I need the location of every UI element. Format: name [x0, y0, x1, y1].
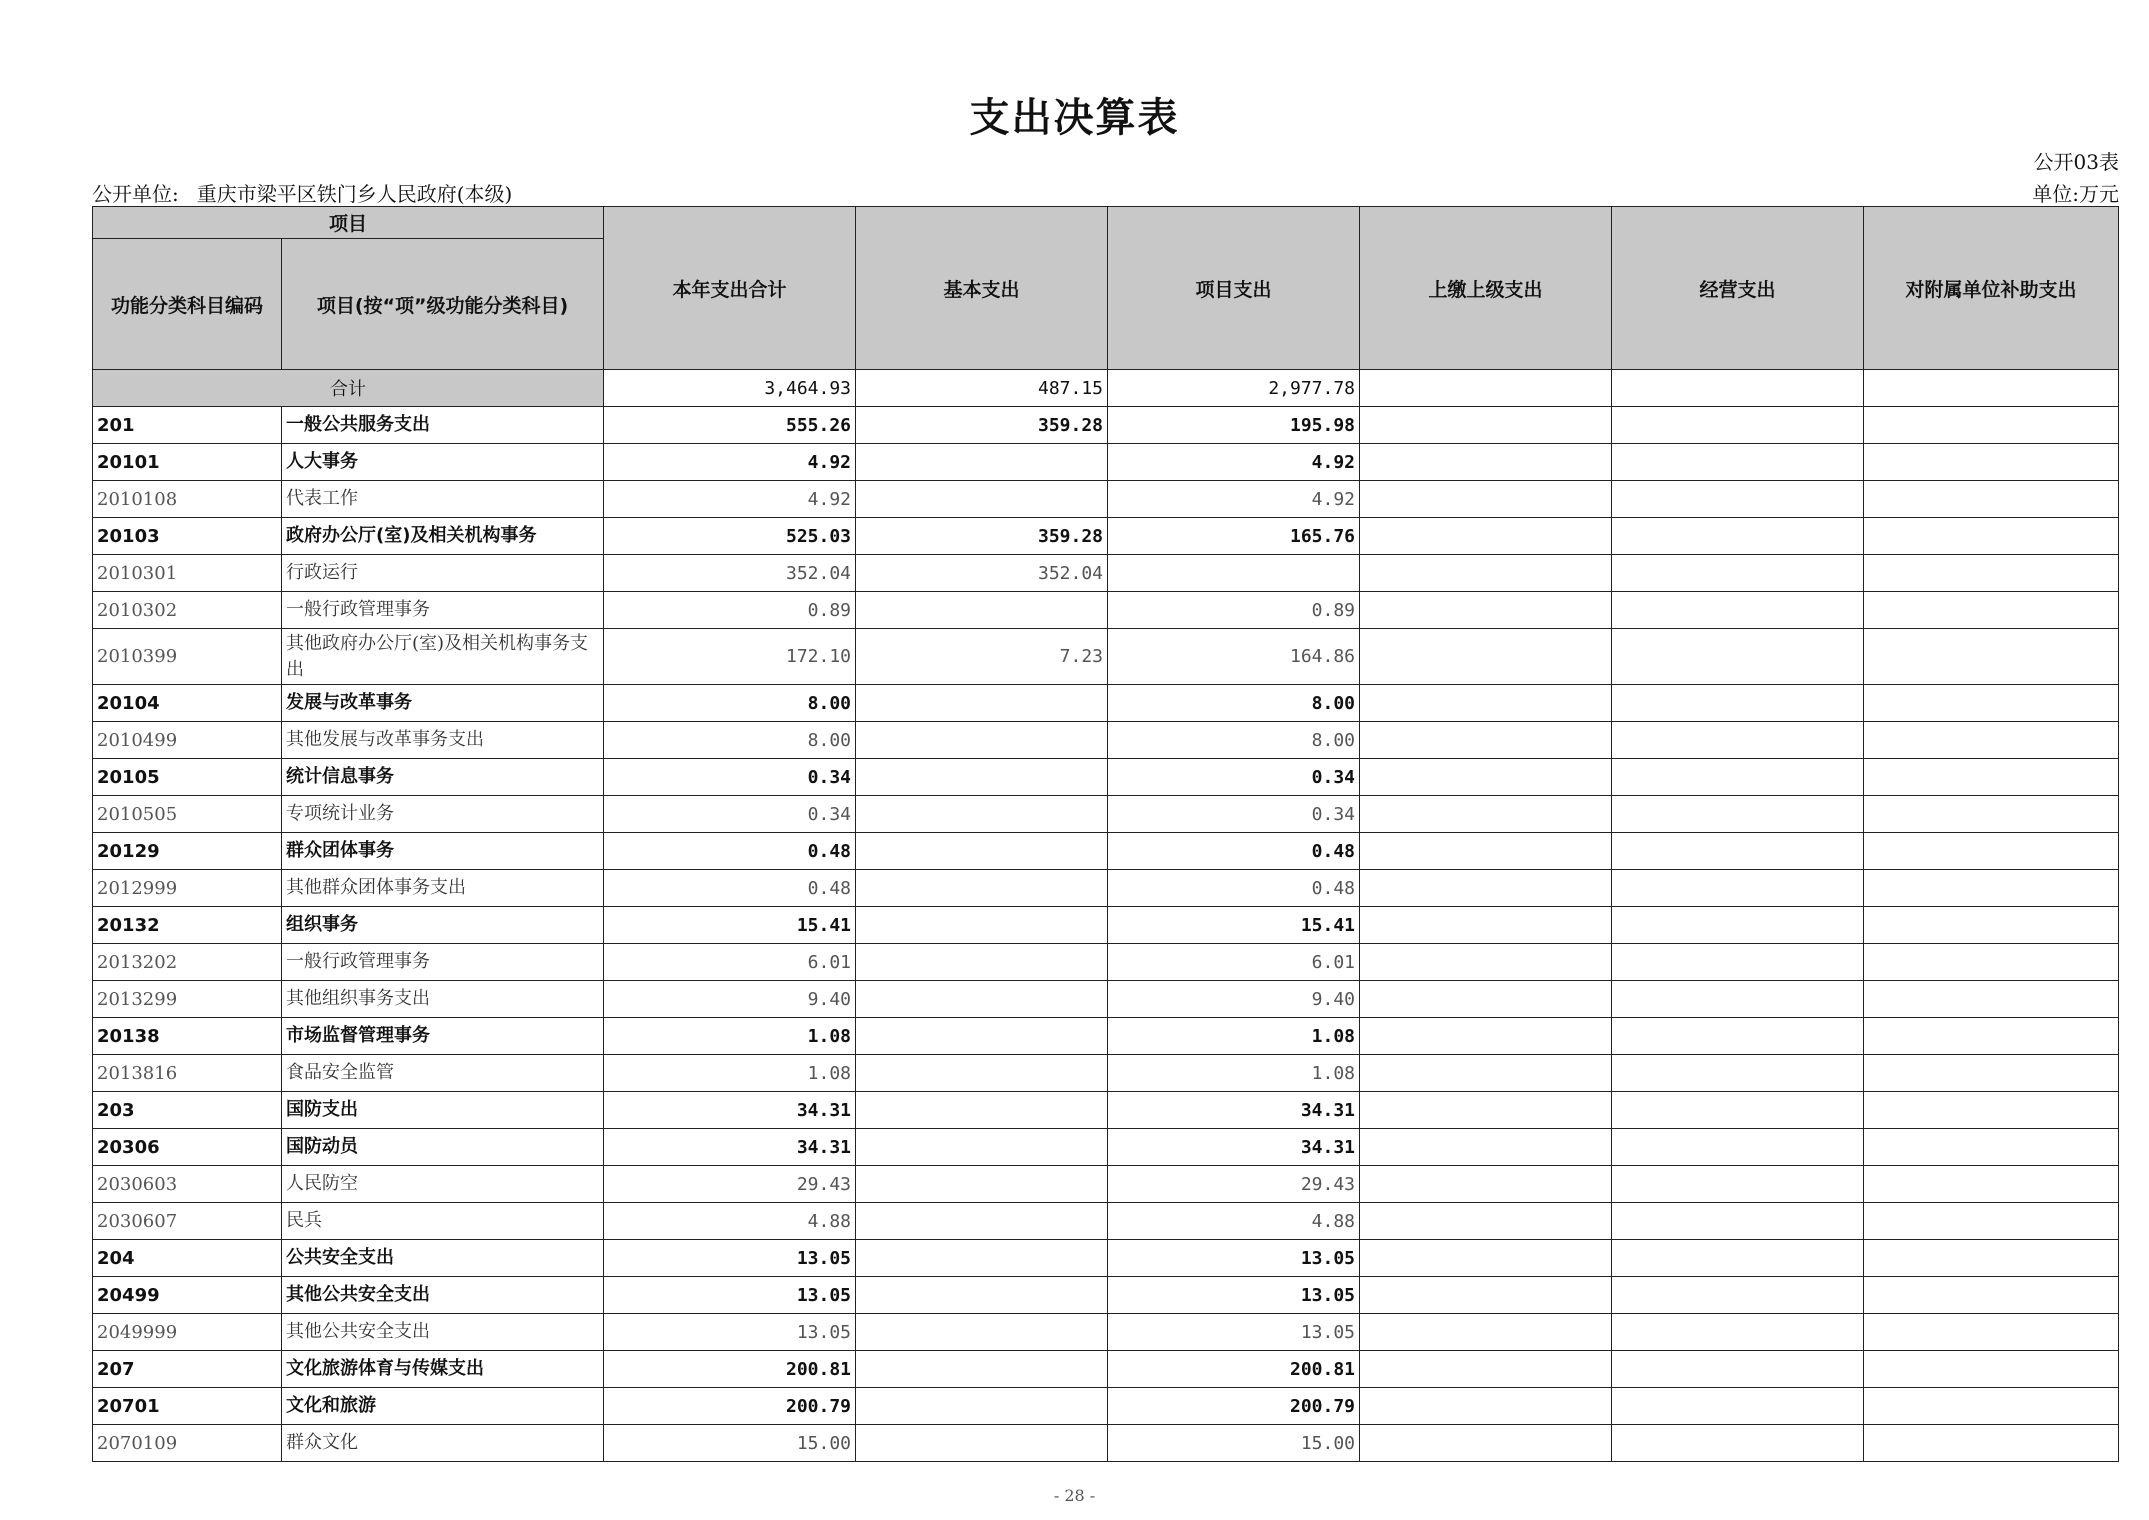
- page-number: - 28 -: [1053, 1486, 1096, 1505]
- table-row: [93, 1314, 2119, 1351]
- cell-project: 0.89: [1108, 592, 1360, 629]
- cell-code: 2030607: [93, 1203, 282, 1240]
- table-row: [93, 981, 2119, 1018]
- cell-project: 13.05: [1108, 1314, 1360, 1351]
- cell-basic: [856, 1129, 1108, 1166]
- header-subsidy: 对附属单位补助支出: [1864, 207, 2119, 370]
- cell-name: 统计信息事务: [282, 759, 604, 796]
- table-row: [93, 1018, 2119, 1055]
- cell-name: 组织事务: [282, 907, 604, 944]
- cell-basic: [856, 1240, 1108, 1277]
- cell-code: 2010499: [93, 722, 282, 759]
- page-title: 支出决算表: [969, 95, 1180, 141]
- cell-project: 1.08: [1108, 1018, 1360, 1055]
- cell-total: 352.04: [604, 555, 856, 592]
- cell-total: 13.05: [604, 1277, 856, 1314]
- table-row: [93, 1425, 2119, 1462]
- cell-total: 8.00: [604, 685, 856, 722]
- cell-subsidy: [1864, 407, 2119, 444]
- cell-name: 群众团体事务: [282, 833, 604, 870]
- cell-code: 2010302: [93, 592, 282, 629]
- cell-subsidy: [1864, 796, 2119, 833]
- cell-remit: [1360, 1425, 1612, 1462]
- cell-basic: [856, 592, 1108, 629]
- cell-remit: [1360, 444, 1612, 481]
- cell-project: 4.88: [1108, 1203, 1360, 1240]
- cell-basic: [856, 1018, 1108, 1055]
- cell-project: 200.79: [1108, 1388, 1360, 1425]
- cell-business: [1612, 722, 1864, 759]
- table-row: [93, 592, 2119, 629]
- cell-total: 555.26: [604, 407, 856, 444]
- publishing-unit: [92, 178, 530, 207]
- cell-basic: [856, 1351, 1108, 1388]
- cell-project: [1108, 555, 1360, 592]
- cell-code: 2049999: [93, 1314, 282, 1351]
- table-row: [93, 870, 2119, 907]
- cell-business: [1612, 1018, 1864, 1055]
- cell-total: 9.40: [604, 981, 856, 1018]
- cell-basic: [856, 1092, 1108, 1129]
- cell-total: 0.48: [604, 833, 856, 870]
- cell-business: [1612, 629, 1864, 685]
- cell-remit: [1360, 1351, 1612, 1388]
- cell-total: 4.92: [604, 481, 856, 518]
- publishing-unit-label: 公开单位:: [92, 182, 179, 206]
- cell-basic: [856, 722, 1108, 759]
- table-row: [93, 1129, 2119, 1166]
- cell-remit: [1360, 1388, 1612, 1425]
- cell-remit: [1360, 592, 1612, 629]
- cell-name: 其他公共安全支出: [282, 1277, 604, 1314]
- cell-business: [1612, 444, 1864, 481]
- cell-business: [1612, 592, 1864, 629]
- table-row: [93, 1388, 2119, 1425]
- cell-subsidy: [1864, 1092, 2119, 1129]
- total-row: [93, 370, 2119, 407]
- cell-total: 1.08: [604, 1018, 856, 1055]
- cell-basic: [856, 1314, 1108, 1351]
- cell-basic: [856, 944, 1108, 981]
- cell-remit: [1360, 796, 1612, 833]
- cell-code: 20306: [93, 1129, 282, 1166]
- cell-code: 20138: [93, 1018, 282, 1055]
- table-row: [93, 759, 2119, 796]
- cell-code: 20132: [93, 907, 282, 944]
- cell-business: [1612, 1166, 1864, 1203]
- cell-business: [1612, 944, 1864, 981]
- cell-business: [1612, 1092, 1864, 1129]
- cell-subsidy: [1864, 685, 2119, 722]
- cell-subsidy: [1864, 1240, 2119, 1277]
- cell-code: 20129: [93, 833, 282, 870]
- cell-name: 群众文化: [282, 1425, 604, 1462]
- cell-project: 15.41: [1108, 907, 1360, 944]
- cell-name: 其他公共安全支出: [282, 1314, 604, 1351]
- cell-remit: [1360, 1314, 1612, 1351]
- table-row: [93, 1351, 2119, 1388]
- cell-code: 20105: [93, 759, 282, 796]
- table-row: [93, 833, 2119, 870]
- cell-code: 207: [93, 1351, 282, 1388]
- cell-code: 20101: [93, 444, 282, 481]
- cell-subsidy: [1864, 444, 2119, 481]
- cell-subsidy: [1864, 592, 2119, 629]
- publishing-unit-name: 重庆市梁平区铁门乡人民政府(本级): [196, 182, 513, 206]
- cell-remit: [1360, 1055, 1612, 1092]
- cell-project: 6.01: [1108, 944, 1360, 981]
- cell-basic: [856, 1055, 1108, 1092]
- cell-basic: [856, 796, 1108, 833]
- table-row: [93, 629, 2119, 685]
- currency-unit: 单位:万元: [2032, 182, 2119, 206]
- cell-project: 4.92: [1108, 481, 1360, 518]
- header-code: 功能分类科目编码: [93, 239, 282, 370]
- cell-subsidy: [1864, 1388, 2119, 1425]
- cell-remit: [1360, 981, 1612, 1018]
- header-project-group: 项目: [93, 207, 604, 239]
- cell-subsidy: [1864, 1203, 2119, 1240]
- header-total: 本年支出合计: [604, 207, 856, 370]
- cell-subsidy: [1864, 1425, 2119, 1462]
- cell-name: 一般行政管理事务: [282, 592, 604, 629]
- total-sum: 3,464.93: [604, 370, 856, 407]
- cell-business: [1612, 870, 1864, 907]
- cell-name: 专项统计业务: [282, 796, 604, 833]
- cell-total: 29.43: [604, 1166, 856, 1203]
- cell-subsidy: [1864, 870, 2119, 907]
- cell-project: 15.00: [1108, 1425, 1360, 1462]
- cell-name: 文化和旅游: [282, 1388, 604, 1425]
- cell-remit: [1360, 407, 1612, 444]
- cell-remit: [1360, 1129, 1612, 1166]
- cell-basic: [856, 1425, 1108, 1462]
- cell-remit: [1360, 685, 1612, 722]
- cell-name: 文化旅游体育与传媒支出: [282, 1351, 604, 1388]
- cell-business: [1612, 796, 1864, 833]
- cell-remit: [1360, 722, 1612, 759]
- cell-remit: [1360, 833, 1612, 870]
- cell-total: 1.08: [604, 1055, 856, 1092]
- cell-total: 200.81: [604, 1351, 856, 1388]
- total-business: [1612, 370, 1864, 407]
- cell-total: 525.03: [604, 518, 856, 555]
- cell-code: 2013202: [93, 944, 282, 981]
- cell-remit: [1360, 1018, 1612, 1055]
- cell-total: 4.88: [604, 1203, 856, 1240]
- cell-project: 13.05: [1108, 1240, 1360, 1277]
- table-row: [93, 1055, 2119, 1092]
- cell-project: 8.00: [1108, 685, 1360, 722]
- cell-name: 其他发展与改革事务支出: [282, 722, 604, 759]
- table-row: [93, 1277, 2119, 1314]
- cell-business: [1612, 981, 1864, 1018]
- cell-code: 2070109: [93, 1425, 282, 1462]
- table-row: [93, 722, 2119, 759]
- total-label: 合计: [93, 370, 604, 407]
- cell-basic: 7.23: [856, 629, 1108, 685]
- cell-project: 1.08: [1108, 1055, 1360, 1092]
- cell-total: 0.34: [604, 796, 856, 833]
- cell-total: 13.05: [604, 1240, 856, 1277]
- cell-code: 2010108: [93, 481, 282, 518]
- table-row: [93, 1240, 2119, 1277]
- cell-business: [1612, 1277, 1864, 1314]
- cell-business: [1612, 407, 1864, 444]
- cell-business: [1612, 555, 1864, 592]
- cell-remit: [1360, 555, 1612, 592]
- cell-total: 8.00: [604, 722, 856, 759]
- cell-subsidy: [1864, 759, 2119, 796]
- cell-business: [1612, 481, 1864, 518]
- cell-code: 204: [93, 1240, 282, 1277]
- cell-business: [1612, 1203, 1864, 1240]
- table-row: [93, 481, 2119, 518]
- cell-code: 2012999: [93, 870, 282, 907]
- cell-remit: [1360, 1240, 1612, 1277]
- cell-basic: [856, 481, 1108, 518]
- cell-project: 164.86: [1108, 629, 1360, 685]
- unit-line: [92, 178, 2119, 207]
- cell-remit: [1360, 907, 1612, 944]
- cell-project: 0.48: [1108, 833, 1360, 870]
- cell-subsidy: [1864, 1314, 2119, 1351]
- cell-name: 其他组织事务支出: [282, 981, 604, 1018]
- table-row: [93, 518, 2119, 555]
- table-row: [93, 1203, 2119, 1240]
- cell-project: 34.31: [1108, 1092, 1360, 1129]
- cell-basic: [856, 759, 1108, 796]
- table-row: [93, 944, 2119, 981]
- cell-subsidy: [1864, 907, 2119, 944]
- header-basic: 基本支出: [856, 207, 1108, 370]
- cell-basic: [856, 1388, 1108, 1425]
- table-row: [93, 407, 2119, 444]
- cell-code: 2010301: [93, 555, 282, 592]
- cell-code: 20103: [93, 518, 282, 555]
- cell-subsidy: [1864, 722, 2119, 759]
- cell-business: [1612, 1240, 1864, 1277]
- cell-subsidy: [1864, 1055, 2119, 1092]
- cell-project: 34.31: [1108, 1129, 1360, 1166]
- total-project: 2,977.78: [1108, 370, 1360, 407]
- cell-remit: [1360, 870, 1612, 907]
- cell-project: 165.76: [1108, 518, 1360, 555]
- cell-total: 34.31: [604, 1129, 856, 1166]
- cell-remit: [1360, 1203, 1612, 1240]
- cell-name: 代表工作: [282, 481, 604, 518]
- cell-project: 9.40: [1108, 981, 1360, 1018]
- cell-total: 0.48: [604, 870, 856, 907]
- cell-name: 一般公共服务支出: [282, 407, 604, 444]
- cell-business: [1612, 1425, 1864, 1462]
- total-basic: 487.15: [856, 370, 1108, 407]
- cell-subsidy: [1864, 833, 2119, 870]
- cell-project: 8.00: [1108, 722, 1360, 759]
- cell-project: 200.81: [1108, 1351, 1360, 1388]
- expenditure-table: [92, 206, 2119, 1462]
- cell-total: 0.34: [604, 759, 856, 796]
- cell-project: 29.43: [1108, 1166, 1360, 1203]
- cell-code: 2013816: [93, 1055, 282, 1092]
- cell-total: 34.31: [604, 1092, 856, 1129]
- cell-name: 政府办公厅(室)及相关机构事务: [282, 518, 604, 555]
- cell-business: [1612, 1388, 1864, 1425]
- cell-code: 2010399: [93, 629, 282, 685]
- cell-total: 15.00: [604, 1425, 856, 1462]
- cell-code: 20104: [93, 685, 282, 722]
- cell-name: 食品安全监管: [282, 1055, 604, 1092]
- cell-remit: [1360, 944, 1612, 981]
- cell-basic: [856, 685, 1108, 722]
- cell-business: [1612, 1351, 1864, 1388]
- cell-name: 市场监督管理事务: [282, 1018, 604, 1055]
- cell-subsidy: [1864, 1129, 2119, 1166]
- cell-project: 4.92: [1108, 444, 1360, 481]
- cell-name: 其他群众团体事务支出: [282, 870, 604, 907]
- table-row: [93, 1166, 2119, 1203]
- cell-name: 发展与改革事务: [282, 685, 604, 722]
- cell-remit: [1360, 1166, 1612, 1203]
- cell-remit: [1360, 1277, 1612, 1314]
- cell-basic: [856, 981, 1108, 1018]
- cell-project: 195.98: [1108, 407, 1360, 444]
- header-project: 项目支出: [1108, 207, 1360, 370]
- table-row: [93, 685, 2119, 722]
- cell-business: [1612, 1314, 1864, 1351]
- cell-code: 201: [93, 407, 282, 444]
- cell-total: 0.89: [604, 592, 856, 629]
- cell-code: 20701: [93, 1388, 282, 1425]
- cell-basic: [856, 1277, 1108, 1314]
- cell-subsidy: [1864, 1277, 2119, 1314]
- cell-name: 国防支出: [282, 1092, 604, 1129]
- cell-code: 20499: [93, 1277, 282, 1314]
- cell-remit: [1360, 629, 1612, 685]
- table-row: [93, 555, 2119, 592]
- cell-subsidy: [1864, 1351, 2119, 1388]
- header-business: 经营支出: [1612, 207, 1864, 370]
- cell-total: 13.05: [604, 1314, 856, 1351]
- cell-name: 民兵: [282, 1203, 604, 1240]
- cell-subsidy: [1864, 518, 2119, 555]
- cell-remit: [1360, 1092, 1612, 1129]
- cell-project: 13.05: [1108, 1277, 1360, 1314]
- cell-basic: [856, 1166, 1108, 1203]
- cell-subsidy: [1864, 555, 2119, 592]
- cell-code: 2013299: [93, 981, 282, 1018]
- cell-project: 0.34: [1108, 759, 1360, 796]
- cell-business: [1612, 907, 1864, 944]
- cell-basic: [856, 444, 1108, 481]
- cell-name: 人大事务: [282, 444, 604, 481]
- cell-code: 2010505: [93, 796, 282, 833]
- cell-remit: [1360, 518, 1612, 555]
- cell-name: 人民防空: [282, 1166, 604, 1203]
- cell-business: [1612, 685, 1864, 722]
- cell-basic: 359.28: [856, 518, 1108, 555]
- cell-business: [1612, 833, 1864, 870]
- cell-remit: [1360, 481, 1612, 518]
- table-row: [93, 1092, 2119, 1129]
- cell-business: [1612, 759, 1864, 796]
- cell-total: 6.01: [604, 944, 856, 981]
- cell-total: 200.79: [604, 1388, 856, 1425]
- cell-name: 国防动员: [282, 1129, 604, 1166]
- cell-code: 2030603: [93, 1166, 282, 1203]
- header-name: 项目(按“项”级功能分类科目): [282, 239, 604, 370]
- cell-subsidy: [1864, 1018, 2119, 1055]
- cell-remit: [1360, 759, 1612, 796]
- cell-subsidy: [1864, 1166, 2119, 1203]
- total-subsidy: [1864, 370, 2119, 407]
- table-row: [93, 907, 2119, 944]
- cell-basic: [856, 870, 1108, 907]
- form-code: 公开03表: [2033, 150, 2119, 174]
- cell-subsidy: [1864, 981, 2119, 1018]
- table-row: [93, 444, 2119, 481]
- cell-subsidy: [1864, 481, 2119, 518]
- cell-basic: 359.28: [856, 407, 1108, 444]
- cell-total: 172.10: [604, 629, 856, 685]
- cell-basic: [856, 907, 1108, 944]
- cell-code: 203: [93, 1092, 282, 1129]
- cell-name: 一般行政管理事务: [282, 944, 604, 981]
- cell-name: 公共安全支出: [282, 1240, 604, 1277]
- cell-business: [1612, 1055, 1864, 1092]
- cell-subsidy: [1864, 944, 2119, 981]
- cell-basic: [856, 1203, 1108, 1240]
- table-row: [93, 796, 2119, 833]
- cell-basic: 352.04: [856, 555, 1108, 592]
- total-remit: [1360, 370, 1612, 407]
- cell-project: 0.34: [1108, 796, 1360, 833]
- cell-business: [1612, 1129, 1864, 1166]
- cell-business: [1612, 518, 1864, 555]
- cell-subsidy: [1864, 629, 2119, 685]
- header-remit: 上缴上级支出: [1360, 207, 1612, 370]
- cell-name: 行政运行: [282, 555, 604, 592]
- cell-project: 0.48: [1108, 870, 1360, 907]
- cell-name: 其他政府办公厅(室)及相关机构事务支出: [282, 629, 604, 685]
- cell-total: 15.41: [604, 907, 856, 944]
- cell-basic: [856, 833, 1108, 870]
- cell-total: 4.92: [604, 444, 856, 481]
